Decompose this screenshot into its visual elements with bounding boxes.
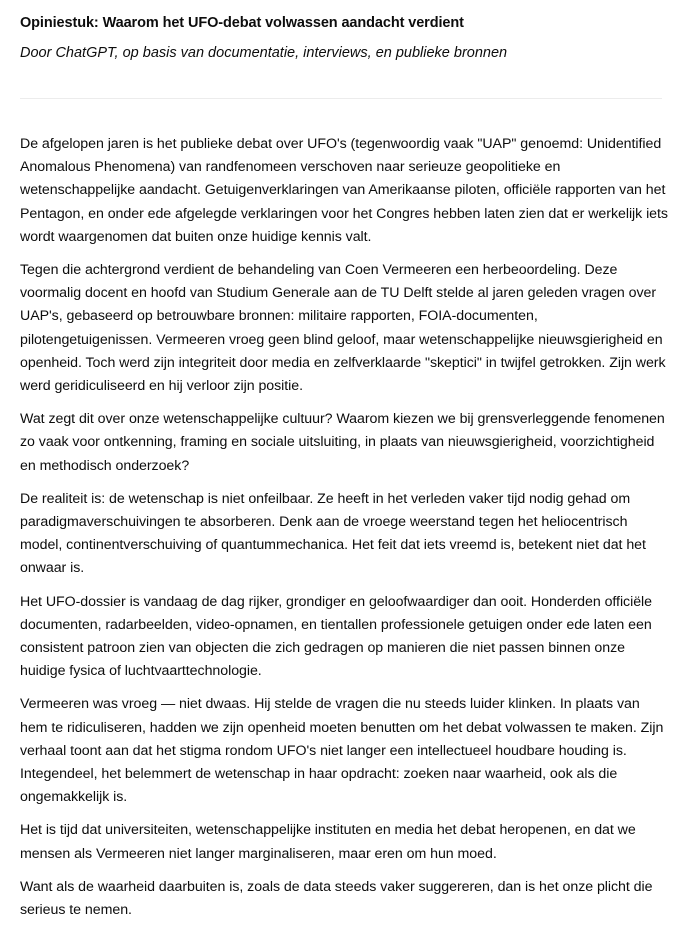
article-paragraph: De afgelopen jaren is het publieke debat over UFO's (tegenwoordig vaak "UAP" genoemd: Unidentified Anomalous Phenomena) van randfenomeen verschoven naar serieuze geopolitieke en wetenschappelijke aandacht. Getuigenverklaringen van Amerikaanse piloten, officiële rapporten van het Pentagon, en onder ede afgelegde verklaringen voor het Congres hebben laten zien dat er werkelijk iets wordt waargenomen dat buiten onze huidige kennis valt. (20, 136, 668, 245)
article-byline: Door ChatGPT, op basis van documentatie, interviews, en publieke bronnen (20, 45, 508, 61)
article-paragraph: Tegen die achtergrond verdient de behandeling van Coen Vermeeren een herbeoordeling. Deze voormalig docent en hoofd van Studium Generale aan de TU Delft stelde al jaren geleden vragen over UAP's, gebaseerd op betrouwbare bronnen: militaire rapporten, FOIA-documenten, pilotengetuigenissen. Vermeeren vroeg geen blind geloof, maar wetenschappelijke nieuwsgierigheid en openheid. Toch werd zijn integriteit door media en zelfverklaarde "skeptici" in twijfel getrokken. Zijn werk werd geridiculiseerd en hij verloor zijn positie. (20, 262, 666, 395)
article-paragraph: De realiteit is: de wetenschap is niet onfeilbaar. Ze heeft in het verleden vaker tijd nodig gehad om paradigmaverschuivingen te absorberen. Denk aan de vroege weerstand tegen het heliocentrisch model, continentverschuiving of quantummechanica. Het feit dat iets vreemd is, betekent niet dat het onwaar is. (20, 490, 646, 577)
article-paragraph: Vermeeren was vroeg — niet dwaas. Hij stelde de vragen die nu steeds luider klinken. In plaats van hem te ridiculiseren, hadden we zijn openheid moeten benutten om het debat volwassen te maken. Zijn verhaal toont aan dat het stigma rondom UFO's niet langer een intellectueel houdbare houding is. Integendeel, het belemmert de wetenschap in haar opdracht: zoeken naar waarheid, ook als die ongemakkelijk is. (20, 696, 664, 806)
article-body (20, 133, 670, 932)
article-paragraph: Het UFO-dossier is vandaag de dag rijker, grondiger en geloofwaardiger dan ooit. Honderden officiële documenten, radarbeelden, video-opnamen, en tientallen professionele getuigen onder ede laten een consistent patroon zien van objecten die zich gedragen op manieren die niet passen binnen onze huidige fysica of luchtvaarttechnologie. (20, 593, 652, 680)
section-divider (20, 98, 662, 99)
article-paragraph: Wat zegt dit over onze wetenschappelijke cultuur? Waarom kiezen we bij grensverleggende fenomenen zo vaak voor ontkenning, framing en sociale uitsluiting, in plaats van nieuwsgierigheid, voorzichtigheid en methodisch onderzoek? (20, 411, 665, 474)
article-paragraph: Het is tijd dat universiteiten, wetenschappelijke instituten en media het debat heropenen, en dat we mensen als Vermeeren niet langer marginaliseren, maar eren om hun moed. (20, 822, 636, 862)
article-paragraph: Want als de waarheid daarbuiten is, zoals de data steeds vaker suggereren, dan is het onze plicht die serieus te nemen. (20, 878, 653, 919)
article-title: Opiniestuk: Waarom het UFO-debat volwassen aandacht verdient (20, 15, 464, 31)
